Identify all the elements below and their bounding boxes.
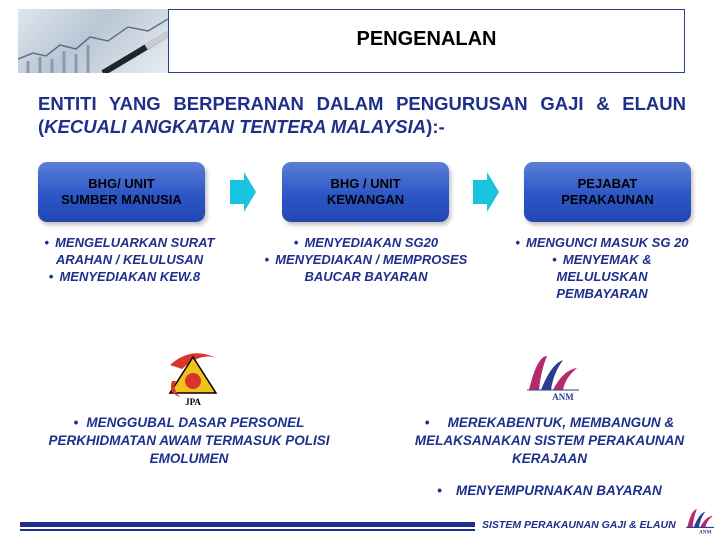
flow-box-hr-line2: SUMBER MANUSIA [61,192,182,207]
footer-anm-logo-text: ANM [698,529,712,535]
list-item: • MENGUNCI MASUK SG 20 [515,235,689,250]
flow-box-finance-line1: BHG / UNIT [330,176,401,191]
footer-anm-logo [684,505,716,535]
flow-box-accounting-line1: PEJABAT [577,176,638,191]
list-item: • MENGGUBAL DASAR PERSONEL PERKHIDMATAN AWAM TERMASUK POLISI EMOLUMEN [48,415,330,466]
list-item: • MENGELUARKAN SURAT ARAHAN / KELULUSAN [44,235,215,267]
list-item: • MENYEDIAKAN KEW.8 [48,269,201,284]
jpa-logo [162,345,224,407]
list-item: • MENYEDIAKAN SG20 [293,235,439,250]
jpa-duties-list [28,414,350,468]
flow-arrow-icon-2 [473,172,499,212]
footer-title: SISTEM PERAKAUNAN GAJI & ELAUN [482,519,676,531]
footer-divider [20,522,475,527]
header-image [18,9,168,73]
flow-box-hr [38,162,205,222]
chart-pen-image [18,9,168,73]
flow-box-finance-line2: KEWANGAN [326,192,405,207]
heading-main: ENTITI YANG BERPERANAN DALAM PENGURUSAN GAJI & ELAUN ( [38,93,686,137]
flow-box-accounting [524,162,691,222]
list-item: • MENYEDIAKAN / MEMPROSES BAUCAR BAYARAN [264,252,468,284]
anm-logo [523,350,583,402]
jpa-logo-text: JPA [185,397,201,407]
hr-duties-list [22,234,227,285]
flow-box-hr-line1: BHG/ UNIT [88,176,155,191]
list-item: • MENYEMPURNAKAN BAYARAN [437,483,662,498]
accounting-duties-list [486,234,718,302]
title-box [168,9,685,73]
finance-duties-list [262,234,470,285]
flow-arrow-icon-1 [230,172,256,212]
list-item: • MEREKABENTUK, MEMBANGUN & MELAKSANAKAN SISTEM PERAKAUNAN KERAJAAN [414,415,685,466]
flow-box-accounting-line2: PERAKAUNAN [561,192,654,207]
heading-end: ):- [426,116,445,137]
flow-box-finance [282,162,449,222]
anm-logo-text: ANM [552,392,574,402]
anm-duties-list [392,414,707,500]
page-title: PENGENALAN [356,28,497,50]
section-heading [38,92,686,138]
heading-italic: KECUALI ANGKATAN TENTERA MALAYSIA [44,116,427,137]
list-item: • MENYEMAK & MELULUSKAN PEMBAYARAN [552,252,652,301]
footer-divider-thin [20,529,475,531]
